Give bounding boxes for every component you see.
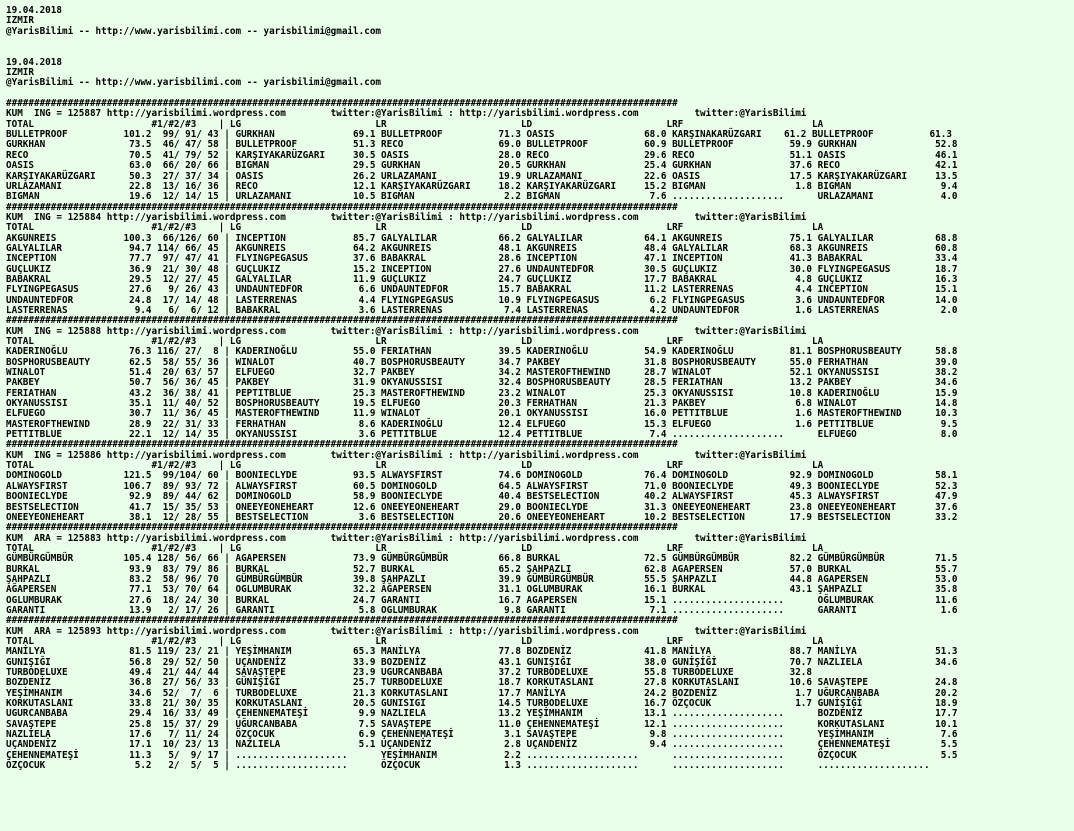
table-row: ÖZÇOCUK 5.2 2/ 5/ 5 | .................... ÖZÇOCUK 1.3 .................... .................... .................... bbox=[6, 760, 930, 772]
table-row: UNDAUNTEDFOR 24.8 17/ 14/ 48 | LASTERRENAS 4.4 FLYINGPEGASUS 10.9 FLYINGPEGASUS 6.2 FLYINGPEGASUS 3.6 UNDAUNTEDFOR 14.0 bbox=[6, 294, 958, 306]
table-row: ELFUEGO 30.7 11/ 36/ 45 | MASTEROFTHEWIND 11.9 WINALOT 20.1 OKYANUSSISI 16.0 PETTITBLUE 1.6 MASTEROFTHEWIND 10.3 bbox=[6, 408, 958, 420]
table-row: AKGUNREIS 100.3 66/126/ 60 | INCEPTION 85.7 GALYALILAR 66.2 GALYALILAR 64.1 AKGUNREIS 75.1 GALYALILAR 68.8 bbox=[6, 232, 958, 244]
race-blocks bbox=[6, 99, 1070, 771]
table-row: MASTEROFTHEWIND 28.9 22/ 31/ 33 | FERHATHAN 8.6 KADERINOĞLU 12.4 ELFUEGO 15.3 ELFUEGO 1.6 PETTITBLUE 9.5 bbox=[6, 418, 958, 430]
table-row: GÜMBÜRGÜMBÜR 105.4 128/ 56/ 66 | AGAPERSEN 73.9 GÜMBÜRGÜMBÜR 66.8 BURKAL 72.5 GÜMBÜRGÜMBÜR 82.2 GÜMBÜRGÜMBÜR 71.5 bbox=[6, 553, 958, 565]
table-row: KARŞIYAKARÜZGARI 50.3 27/ 37/ 34 | OASIS 26.2 URLAZAMANI 19.9 URLAZAMANI 22.6 OASIS 17.5 KARŞIYAKARÜZGARI 13.5 bbox=[6, 170, 958, 182]
header-contact-1: @YarisBilimi -- http://www.yarisbilimi.com -- yarisbilimi@gmail.com bbox=[6, 25, 382, 37]
table-row: UGURCANBABA 29.4 16/ 33/ 49 | ÇEHENNEMATEŞİ 9.9 NAZLIELA 13.2 YEŞİMHANIM 13.1 .................... BOZDENİZ 17.7 bbox=[6, 708, 958, 720]
block-separator: ######################################################################################################################## bbox=[6, 201, 678, 213]
race-column-headers: TOTAL #1/#2/#3 | LG LR LD LRF LA bbox=[6, 460, 824, 472]
block-separator: ######################################################################################################################## bbox=[6, 522, 678, 534]
table-row: BURKAL 93.9 83/ 79/ 86 | BURKAL 52.7 BURKAL 65.2 ŞAHPAZLI 62.8 AGAPERSEN 57.0 BURKAL 55.7 bbox=[6, 563, 958, 575]
table-row: RECO 70.5 41/ 79/ 52 | KARŞIYAKARÜZGARI 30.5 OASIS 28.0 RECO 29.6 RECO 51.1 OASIS 46.1 bbox=[6, 149, 958, 161]
race-title: KUM ING = 125887 http://yarisbilimi.wordpress.com twitter:@YarisBilimi : http://yarisbilimi.wordpress.com twitter:@YarisBilimi bbox=[6, 108, 807, 120]
table-row: GALYALILAR 94.7 114/ 66/ 45 | AKGUNREIS 64.2 AKGUNREIS 48.1 AKGUNREIS 48.4 GALYALILAR 68.3 AKGUNREIS 60.8 bbox=[6, 242, 958, 254]
table-row: KADERINOĞLU 76.3 116/ 27/ 8 | KADERINOĞLU 55.0 FERIATHAN 39.5 KADERINOĞLU 54.9 KADERINOĞLU 81.1 BOSPHORUSBEAUTY 58.8 bbox=[6, 346, 958, 358]
table-row: GURKHAN 73.5 46/ 47/ 58 | BULLETPROOF 51.3 RECO 69.0 BULLETPROOF 60.9 BULLETPROOF 59.9 GURKHAN 52.8 bbox=[6, 139, 958, 151]
table-row: YEŞİMHANIM 34.6 52/ 7/ 6 | TURBODELUXE 21.3 KORKUTASLANI 17.7 MANİLYA 24.2 BOZDENİZ 1.7 UĞURCANBABA 20.2 bbox=[6, 687, 958, 699]
table-row: AĞAPERSEN 77.1 53/ 70/ 64 | OGLUMBURAK 32.2 AĞAPERSEN 31.1 OGLUMBURAK 16.1 BURKAL 43.1 ŞAHPAZLI 35.8 bbox=[6, 584, 958, 596]
race-column-headers: TOTAL #1/#2/#3 | LG LR LD LRF LA bbox=[6, 542, 824, 554]
table-row: MANİLYA 81.5 119/ 23/ 21 | YEŞİMHANIM 65.3 MANİLYA 77.8 BOZDENİZ 41.8 MANİLYA 88.7 MANİLYA 51.3 bbox=[6, 646, 958, 658]
table-row: BULLETPROOF 101.2 99/ 91/ 43 | GURKHAN 69.1 BULLETPROOF 71.3 OASIS 68.0 KARŞINAKARÜZGARI 61.2 BULLETPROOF 61.3 bbox=[6, 129, 952, 141]
table-row: TURBODELUXE 49.4 21/ 44/ 44 | SAVAŞTEPE 23.9 UGURCANBABA 37.2 TURBODELUXE 55.8 TURBODELUXE 32.8 bbox=[6, 667, 812, 678]
table-row: LASTERRENAS 9.4 6/ 6/ 12 | BABAKRAL 3.6 LASTERRENAS 7.4 LASTERRENAS 4.2 UNDAUNTEDFOR 1.6 LASTERRENAS 2.0 bbox=[6, 304, 958, 316]
header-city-2: IZMIR bbox=[6, 67, 34, 79]
table-row: SAVAŞTEPE 25.8 15/ 37/ 29 | UĞURCANBABA 7.5 SAVAŞTEPE 11.0 ÇEHENNEMATEŞİ 12.1 .................... KORKUTASLANI 10.1 bbox=[6, 718, 958, 730]
table-row: BOSPHORUSBEAUTY 62.5 58/ 55/ 36 | WINALOT 40.7 BOSPHORUSBEAUTY 34.7 PAKBEY 31.8 BOSPHORUSBEAUTY 55.0 FERHATHAN 39.0 bbox=[6, 356, 958, 368]
table-row: ÇEHENNEMATEŞİ 11.3 5/ 9/ 17 | .................... YEŞİMHANIM 2.2 .................... .................... ÖZÇOCUK 5.5 bbox=[6, 749, 958, 761]
table-row: GUNIŞIĞI 56.8 29/ 52/ 50 | UÇANDENİZ 33.9 BOZDENİZ 43.1 GUNIŞIĞI 38.0 GUNİŞİĞİ 70.7 NAZLIELA 34.6 bbox=[6, 656, 958, 668]
race-column-headers: TOTAL #1/#2/#3 | LG LR LD LRF LA bbox=[6, 336, 824, 347]
header-city-1: IZMIR bbox=[6, 15, 34, 27]
table-row: ONEEYEONEHEART 38.1 12/ 28/ 55 | BESTSELECTION 3.6 BESTSELECTION 20.6 ONEEYEONEHEART 10.2 BESTSELECTION 17.9 BESTSELECTION 33.2 bbox=[6, 511, 958, 523]
header-date-2: 19.04.2018 bbox=[6, 56, 62, 68]
table-row: PAKBEY 50.7 56/ 36/ 45 | PAKBEY 31.9 OKYANUSSISI 32.4 BOSPHORUSBEAUTY 28.5 FERIATHAN 13.2 PAKBEY 34.6 bbox=[6, 377, 958, 389]
table-row: FLYINGPEGASUS 27.6 9/ 26/ 43 | UNDAUNTEDFOR 6.6 UNDAUNTEDFOR 15.7 BABAKRAL 11.2 LASTERRENAS 4.4 INCEPTION 15.1 bbox=[6, 284, 958, 296]
race-title: KUM ARA = 125883 http://yarisbilimi.wordpress.com twitter:@YarisBilimi : http://yarisbilimi.wordpress.com twitter:@YarisBilimi bbox=[6, 532, 807, 544]
race-title: KUM ARA = 125893 http://yarisbilimi.wordpress.com twitter:@YarisBilimi : http://yarisbilimi.wordpress.com twitter:@YarisBilimi bbox=[6, 625, 807, 637]
table-row: PETTITBLUE 22.1 12/ 14/ 35 | OKYANUSSISI 3.6 PETTITBLUE 12.4 PETTITBLUE 7.4 .................... ELFUEGO 8.0 bbox=[6, 429, 958, 441]
block-separator: ######################################################################################################################## bbox=[6, 439, 678, 451]
table-row: FERIATHAN 43.2 36/ 38/ 41 | PEPTITBLUE 25.3 MASTEROFTHEWIND 23.2 WINALOT 25.3 OKYANUSSISI 10.8 KADERINOĞLU 15.9 bbox=[6, 387, 958, 399]
table-row: OGLUMBURAK 27.6 18/ 24/ 30 | BURKAL 24.7 GARANTI 16.7 AGAPERSEN 15.1 .................... OĞLUMBURAK 11.6 bbox=[6, 594, 958, 606]
race-title: KUM ING = 125886 http://yarisbilimi.wordpress.com twitter:@YarisBilimi : http://yarisbilimi.wordpress.com twitter:@YarisBilimi bbox=[6, 449, 807, 461]
table-row: BOONIECLYDE 92.9 89/ 44/ 62 | DOMINOGOLD 58.9 BOONIECLYDE 40.4 BESTSELECTION 40.2 ALWAYSFIRST 45.3 ALWAYSFIRST 47.9 bbox=[6, 491, 958, 503]
table-row: UÇANDENİZ 17.1 10/ 23/ 13 | NAZLIELA 5.1 UÇANDENİZ 2.8 UÇANDENİZ 9.4 .................... ÇEHENNEMATEŞİ 5.5 bbox=[6, 739, 958, 751]
table-row: BESTSELECTION 41.7 15/ 35/ 53 | ONEEYEONEHEART 12.6 ONEEYEONEHEART 29.0 BOONIECLYDE 31.3 ONEEYEONEHEART 23.8 ONEEYEONEHEART 37.6 bbox=[6, 501, 958, 513]
table-row: OASIS 63.0 66/ 20/ 66 | BIGMAN 29.5 GURKHAN 20.5 GURKHAN 25.4 GURKHAN 37.6 RECO 42.1 bbox=[6, 160, 958, 172]
table-row: URLAZAMANI 22.8 13/ 16/ 36 | RECO 12.1 KARŞIYAKARÜZGARI 18.2 KARŞIYAKARÜZGARI 15.2 BIGMAN 1.8 BIGMAN 9.4 bbox=[6, 180, 958, 192]
header-date-1: 19.04.2018 bbox=[6, 5, 62, 16]
race-title: KUM ING = 125884 http://yarisbilimi.wordpress.com twitter:@YarisBilimi : http://yarisbilimi.wordpress.com twitter:@YarisBilimi bbox=[6, 211, 807, 223]
table-row: WINALOT 51.4 20/ 63/ 57 | ELFUEGO 32.7 PAKBEY 34.2 MASTEROFTHEWIND 28.7 WINALOT 52.1 OKYANUSSISI 38.2 bbox=[6, 367, 958, 379]
table-row: INCEPTION 77.7 97/ 47/ 41 | FLYINGPEGASUS 37.6 BABAKRAL 28.6 INCEPTION 47.1 INCEPTION 41.3 BABAKRAL 33.4 bbox=[6, 253, 958, 265]
table-row: ALWAYSFIRST 106.7 89/ 93/ 72 | ALWAYSFIRST 60.5 DOMINOGOLD 64.5 ALWAYSFIRST 71.0 BOONIECLYDE 49.3 BOONIECLYDE 52.3 bbox=[6, 480, 958, 492]
race-column-headers: TOTAL #1/#2/#3 | LG LR LD LRF LA bbox=[6, 635, 824, 647]
table-row: ŞAHPAZLI 83.2 58/ 96/ 70 | GÜMBÜRGÜMBÜR 39.8 ŞAHPAZLI 39.9 GÜMBÜRGÜMBÜR 55.5 ŞAHPAZLI 44.8 AGAPERSEN 53.0 bbox=[6, 573, 958, 585]
race-column-headers: TOTAL #1/#2/#3 | LG LR LD LRF LA bbox=[6, 222, 824, 234]
table-row: BOZDENİZ 36.8 27/ 56/ 33 | GÜNİŞİĞİ 25.7 TURBODELUXE 18.7 KORKUTASLANI 27.8 KORKUTASLANI 10.6 SAVAŞTEPE 24.8 bbox=[6, 677, 958, 689]
table-row: NAZLIELA 17.6 7/ 11/ 24 | ÖZÇOCUK 6.9 ÇEHENNEMATEŞİ 3.1 SAVAŞTEPE 9.8 .................... YEŞİMHANIM 7.6 bbox=[6, 729, 958, 741]
table-row: GARANTI 13.9 2/ 17/ 26 | GARANTI 5.8 OGLUMBURAK 9.8 GARANTI 7.1 .................... GARANTI 1.6 bbox=[6, 604, 958, 616]
table-row: DOMINOGOLD 121.5 99/104/ 60 | BOONIECLYDE 93.5 ALWAYSFIRST 74.6 DOMINOGOLD 76.4 DOMINOGOLD 92.9 DOMINOGOLD 58.1 bbox=[6, 470, 958, 482]
race-column-headers: TOTAL #1/#2/#3 | LG LR LD LRF LA bbox=[6, 118, 824, 130]
block-separator: ######################################################################################################################## bbox=[6, 315, 678, 327]
block-separator: ######################################################################################################################## bbox=[6, 615, 678, 627]
table-row: BIGMAN 19.6 12/ 14/ 15 | URLAZAMANI 10.5 BIGMAN 2.2 BIGMAN 7.6 .................... URLAZAMANI 4.0 bbox=[6, 191, 958, 203]
block-separator: ######################################################################################################################## bbox=[6, 98, 678, 110]
table-row: KORKUTASLANI 33.8 21/ 30/ 35 | KORKUTASLANI 20.5 GUNISIGI 14.5 TURBODELUXE 16.7 ÖZÇOCUK 1.7 GUNİŞİĞİ 18.9 bbox=[6, 698, 958, 710]
table-row: BABAKRAL 29.5 12/ 27/ 45 | GALYALILAR 11.9 GUÇLUKIZ 24.7 GUÇLUKIZ 17.7 BABAKRAL 4.8 GUÇLUKIZ 16.3 bbox=[6, 273, 958, 285]
table-row: GUÇLUKIZ 36.9 21/ 30/ 48 | GUÇLUKIZ 15.2 INCEPTION 27.6 UNDAUNTEDFOR 30.5 GUÇLUKIZ 30.0 FLYINGPEGASUS 18.7 bbox=[6, 263, 958, 275]
header-contact-2: @YarisBilimi -- http://www.yarisbilimi.com -- yarisbilimi@gmail.com bbox=[6, 77, 382, 89]
race-title: KUM ING = 125888 http://yarisbilimi.wordpress.com twitter:@YarisBilimi : http://yarisbilimi.wordpress.com twitter:@YarisBilimi bbox=[6, 325, 807, 337]
table-row: OKYANUSSISI 35.1 11/ 40/ 52 | BOSPHORUSBEAUTY 19.5 ELFUEGO 20.3 FERHATHAN 21.3 PAKBEY 6.8 WINALOT 14.8 bbox=[6, 398, 958, 410]
